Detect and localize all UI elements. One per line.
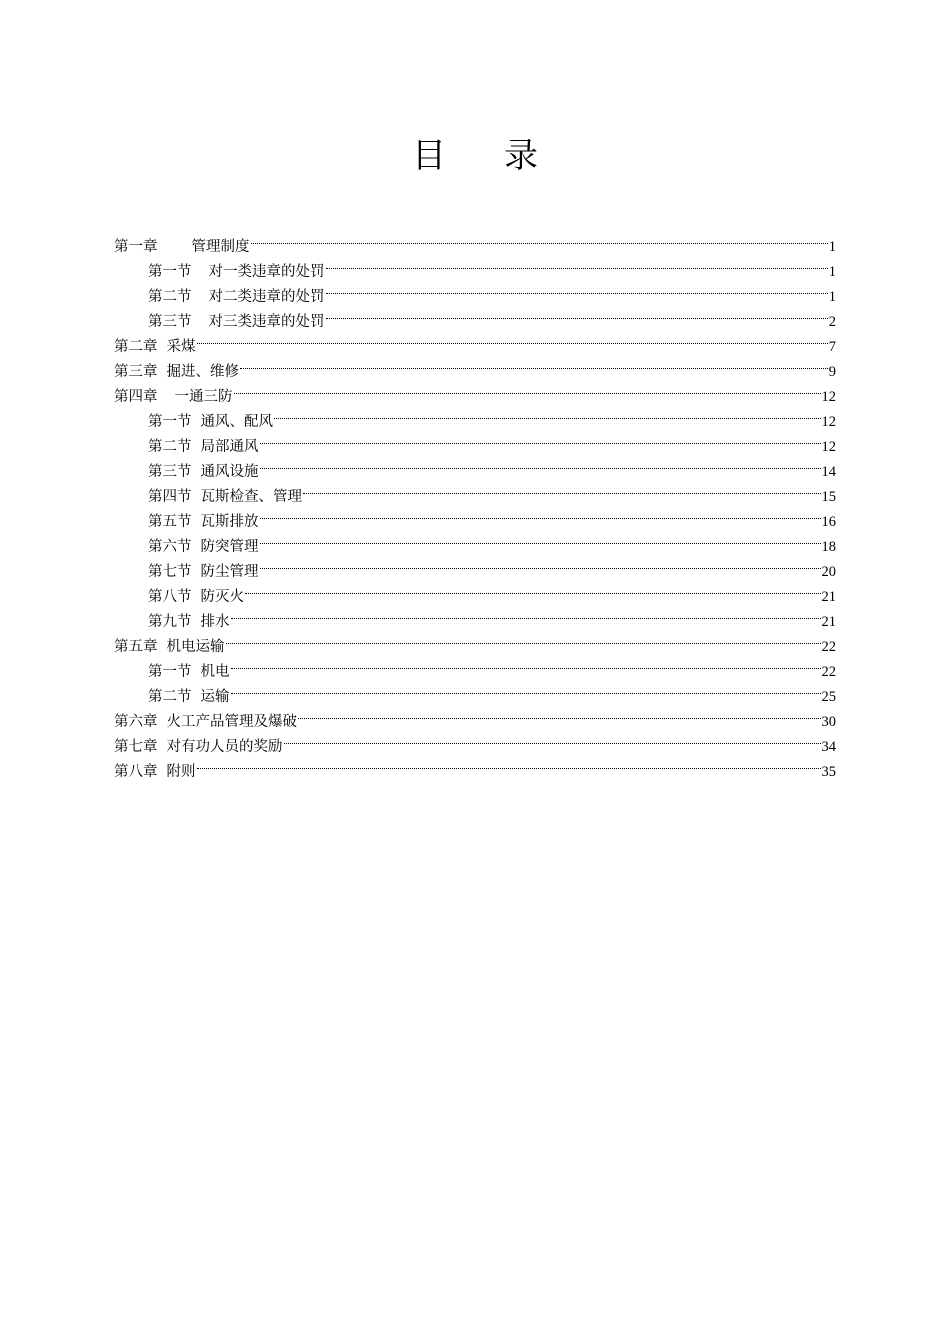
toc-page-number: 14 bbox=[821, 464, 836, 480]
toc-page-number: 2 bbox=[828, 314, 836, 330]
toc-chapter-entry[interactable] bbox=[114, 351, 836, 380]
toc-dot-leader bbox=[260, 426, 821, 451]
toc-dot-leader bbox=[197, 326, 828, 351]
toc-entry-title: 对二类违章的处罚 bbox=[208, 289, 325, 305]
toc-title-char-2: 录 bbox=[504, 136, 538, 176]
toc-entry-label: 第八节 bbox=[148, 589, 192, 605]
toc-dot-leader bbox=[260, 501, 821, 526]
toc-dot-leader bbox=[326, 301, 828, 326]
toc-entry-text bbox=[148, 610, 230, 635]
toc-dot-leader bbox=[231, 601, 821, 626]
toc-entry-title: 通风、配风 bbox=[200, 414, 273, 430]
toc-dot-leader bbox=[245, 576, 821, 601]
toc-dot-leader bbox=[303, 476, 821, 501]
toc-page-number: 35 bbox=[821, 764, 836, 780]
toc-entry-text bbox=[148, 510, 259, 535]
toc-dot-leader bbox=[260, 451, 821, 476]
toc-entry-text bbox=[148, 285, 325, 310]
toc-page-number: 34 bbox=[821, 739, 836, 755]
toc-entry-label: 第二节 bbox=[148, 289, 192, 305]
toc-entry-title: 对有功人员的奖励 bbox=[166, 739, 283, 755]
toc-entry-text bbox=[148, 685, 230, 710]
toc-dot-leader bbox=[274, 401, 821, 426]
toc-entry-text bbox=[114, 235, 250, 260]
toc-entry-label: 第三章 bbox=[114, 364, 158, 380]
toc-entry-title: 瓦斯排放 bbox=[200, 514, 259, 530]
toc-entry-title: 通风设施 bbox=[200, 464, 259, 480]
toc-dot-leader bbox=[326, 251, 828, 276]
toc-dot-leader bbox=[260, 551, 821, 576]
toc-dot-leader bbox=[251, 226, 828, 251]
toc-page-number: 22 bbox=[821, 639, 836, 655]
toc-page-number: 21 bbox=[821, 589, 836, 605]
toc-entry-title: 运输 bbox=[200, 689, 230, 705]
toc-entry-label: 第一节 bbox=[148, 414, 192, 430]
toc-entry-label: 第二章 bbox=[114, 339, 158, 355]
toc-dot-leader bbox=[197, 751, 821, 776]
toc-entry-label: 第七章 bbox=[114, 739, 158, 755]
toc-chapter-entry[interactable] bbox=[114, 226, 836, 255]
toc-entry-text bbox=[148, 535, 259, 560]
toc-entry-label: 第九节 bbox=[148, 614, 192, 630]
toc-entry-label: 第五节 bbox=[148, 514, 192, 530]
toc-dot-leader bbox=[260, 526, 821, 551]
toc-entry-label: 第四节 bbox=[148, 489, 192, 505]
toc-page-number: 21 bbox=[821, 614, 836, 630]
toc-entry-label: 第二节 bbox=[148, 439, 192, 455]
toc-entry-title: 瓦斯检查、管理 bbox=[200, 489, 302, 505]
toc-entry-title: 附则 bbox=[166, 764, 196, 780]
toc-entry-title: 一通三防 bbox=[174, 389, 233, 405]
toc-entry-text bbox=[148, 435, 259, 460]
toc-dot-leader bbox=[234, 376, 821, 401]
toc-page-number: 1 bbox=[828, 264, 836, 280]
toc-entry-text bbox=[148, 260, 325, 285]
toc-page-number: 12 bbox=[821, 439, 836, 455]
toc-page-number: 18 bbox=[821, 539, 836, 555]
toc-page-number: 1 bbox=[828, 289, 836, 305]
toc-page-number: 22 bbox=[821, 664, 836, 680]
toc-chapter-entry[interactable] bbox=[114, 326, 836, 355]
toc-entry-title: 采煤 bbox=[166, 339, 196, 355]
toc-entry-title: 防突管理 bbox=[200, 539, 259, 555]
toc-dot-leader bbox=[231, 651, 821, 676]
toc-entry-text bbox=[114, 760, 196, 785]
toc-entry-label: 第四章 bbox=[114, 389, 158, 405]
toc-entry-label: 第一节 bbox=[148, 264, 192, 280]
toc-entry-text bbox=[114, 710, 297, 735]
toc-entry-title: 机电运输 bbox=[166, 639, 225, 655]
toc-entry-title: 对三类违章的处罚 bbox=[208, 314, 325, 330]
toc-entry-label: 第三节 bbox=[148, 314, 192, 330]
toc-page-number: 1 bbox=[828, 239, 836, 255]
toc-entry-title: 防灭火 bbox=[200, 589, 244, 605]
toc-entry-label: 第五章 bbox=[114, 639, 158, 655]
toc-page-number: 12 bbox=[821, 414, 836, 430]
toc-entry-title: 管理制度 bbox=[191, 239, 250, 255]
toc-entry-label: 第二节 bbox=[148, 689, 192, 705]
toc-dot-leader bbox=[326, 276, 828, 301]
toc-entry-text bbox=[114, 385, 233, 410]
toc-entry-text bbox=[114, 635, 225, 660]
toc-page-number: 7 bbox=[828, 339, 836, 355]
toc-dot-leader bbox=[240, 351, 828, 376]
toc-dot-leader bbox=[231, 676, 821, 701]
toc-page-number: 20 bbox=[821, 564, 836, 580]
toc-page-number: 12 bbox=[821, 389, 836, 405]
toc-entry-label: 第六节 bbox=[148, 539, 192, 555]
toc-entry-title: 防尘管理 bbox=[200, 564, 259, 580]
toc-entry-title: 对一类违章的处罚 bbox=[208, 264, 325, 280]
toc-title bbox=[0, 128, 950, 177]
toc-dot-leader bbox=[284, 726, 821, 751]
toc-page-number: 25 bbox=[821, 689, 836, 705]
toc-entry-title: 机电 bbox=[200, 664, 230, 680]
toc-entry-label: 第一章 bbox=[114, 239, 158, 255]
toc-entry-title: 掘进、维修 bbox=[166, 364, 239, 380]
toc-dot-leader bbox=[298, 701, 821, 726]
toc-page-number: 16 bbox=[821, 514, 836, 530]
toc-chapter-entry[interactable] bbox=[114, 751, 836, 780]
toc-page-number: 15 bbox=[821, 489, 836, 505]
toc-entry-title: 火工产品管理及爆破 bbox=[166, 714, 297, 730]
toc-entry-label: 第六章 bbox=[114, 714, 158, 730]
toc-entry-text bbox=[148, 560, 259, 585]
toc-entry-label: 第八章 bbox=[114, 764, 158, 780]
toc-entry-text bbox=[148, 410, 273, 435]
toc-entry-label: 第七节 bbox=[148, 564, 192, 580]
toc-dot-leader bbox=[226, 626, 821, 651]
toc-page-number: 9 bbox=[828, 364, 836, 380]
toc-entry-title: 局部通风 bbox=[200, 439, 259, 455]
toc-entry-title: 排水 bbox=[200, 614, 230, 630]
toc-entry-label: 第一节 bbox=[148, 664, 192, 680]
toc-page-number: 30 bbox=[821, 714, 836, 730]
toc-entry-text bbox=[148, 460, 259, 485]
toc-entry-text bbox=[114, 360, 239, 385]
toc-entry-text bbox=[114, 335, 196, 360]
toc-list bbox=[114, 226, 836, 780]
toc-entry-label: 第三节 bbox=[148, 464, 192, 480]
toc-title-char-1: 目 bbox=[412, 136, 446, 176]
toc-entry-text bbox=[148, 660, 230, 685]
